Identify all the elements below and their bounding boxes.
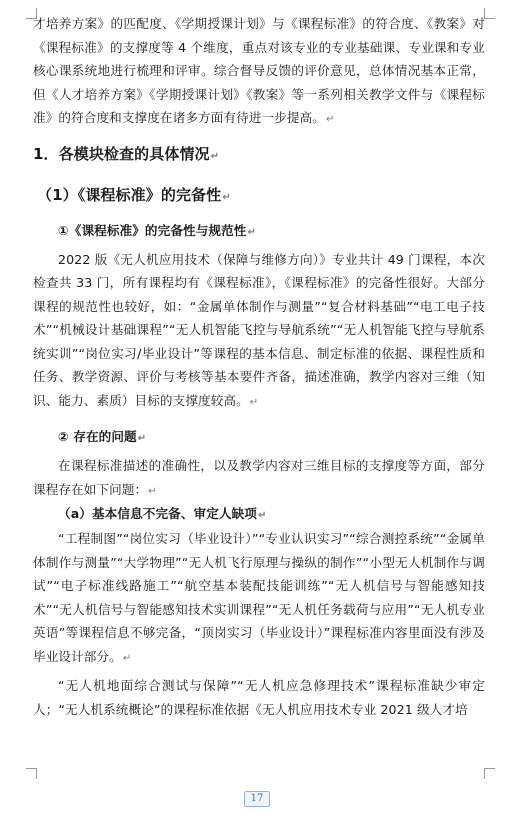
- paragraph-mark-icon: ↵: [222, 191, 231, 203]
- body-paragraph: “工程制图”“岗位实习（毕业设计）”“专业认识实习”“综合测控系统”“金属单体制作与测量”“大学物理”“无人机飞行原理与操纵的制作”“小型无人机制作与调试”“电子标准线路施工”“航空基本装配技能训练”“无人机信号与智能感知技术”“无人机信号与智能感知技术实训课程”“无人机任务载荷与应用”“无人机专业英语”等课程信息不够完备，“顶岗实习（毕业设计）”课程标准内容里面没有涉及毕业设计部分。↵: [33, 531, 485, 664]
- body-paragraph: 在课程标准描述的准确性，以及教学内容对三维目标的支撑度等方面，部分课程存在如下问题：↵: [33, 458, 485, 497]
- subsubsection-heading: ② 存在的问题↵: [58, 429, 147, 444]
- paragraph-mark-icon: ↵: [137, 433, 147, 444]
- paragraph-mark-icon: ↵: [122, 652, 132, 664]
- paragraph-mark-icon: ↵: [247, 226, 256, 238]
- paragraph-mark-icon: ↵: [210, 150, 220, 162]
- paragraph-mark-icon: ↵: [148, 485, 157, 497]
- body-paragraph: 2022 版《无人机应用技术（保障与维修方向）》专业共计 49 门课程，本次检查共 33 门，所有课程均有《课程标准》，《课程标准》的完备性很好。大部分课程的规范性也较好，如：“金属单体制作与测量”“复合材料基础”“电工电子技术”“机械设计基础课程”“无人机智能飞控与导航系统”“无人机智能飞控与导航系统实训”“岗位实习/毕业设计”等课程的基本信息、制定标准的依据、课程性质和任务、教学资源、评价与考核等基本要件齐备，描述准确，教学内容对三维（知识、能力、素质）目标的支撑度较高。↵: [33, 251, 485, 408]
- subsection-heading: （1）《课程标准》的完备性↵: [37, 185, 231, 204]
- paragraph-mark-icon: ↵: [258, 510, 267, 521]
- margin-corner-mark: [484, 768, 495, 779]
- body-paragraph: “无人机地面综合测试与保障”“无人机应急修理技术”课程标准缺少审定人；“无人机系统概论”的课程标准依据《无人机应用技术专业 2021 级人才培: [33, 678, 485, 717]
- page-number: 17: [244, 791, 270, 807]
- margin-corner-mark: [26, 768, 37, 779]
- paragraph-mark-icon: ↵: [325, 114, 335, 125]
- item-heading: （a）基本信息不完备、审定人缺项↵: [58, 506, 267, 521]
- section-heading: 1．各模块检查的具体情况↵: [33, 144, 220, 163]
- subsubsection-heading: ①《课程标准》的完备性与规范性↵: [58, 222, 256, 238]
- document-body[interactable]: [33, 12, 485, 721]
- body-paragraph: 才培养方案》的匹配度、《学期授课计划》与《课程标准》的符合度、《教案》对《课程标准》的支撑度等 4 个维度，重点对该专业的专业基础课、专业课和专业核心课系统地进行梳理和评审。综合督导反馈的评价意见，总体情况基本正常，但《人才培养方案》《学期授课计划》《教案》等一系列相关教学文件与《课程标准》的符合度和支撑度在诸多方面有待进一步提高。↵: [33, 16, 485, 125]
- margin-corner-mark: [484, 8, 495, 19]
- paragraph-mark-icon: ↵: [249, 396, 259, 408]
